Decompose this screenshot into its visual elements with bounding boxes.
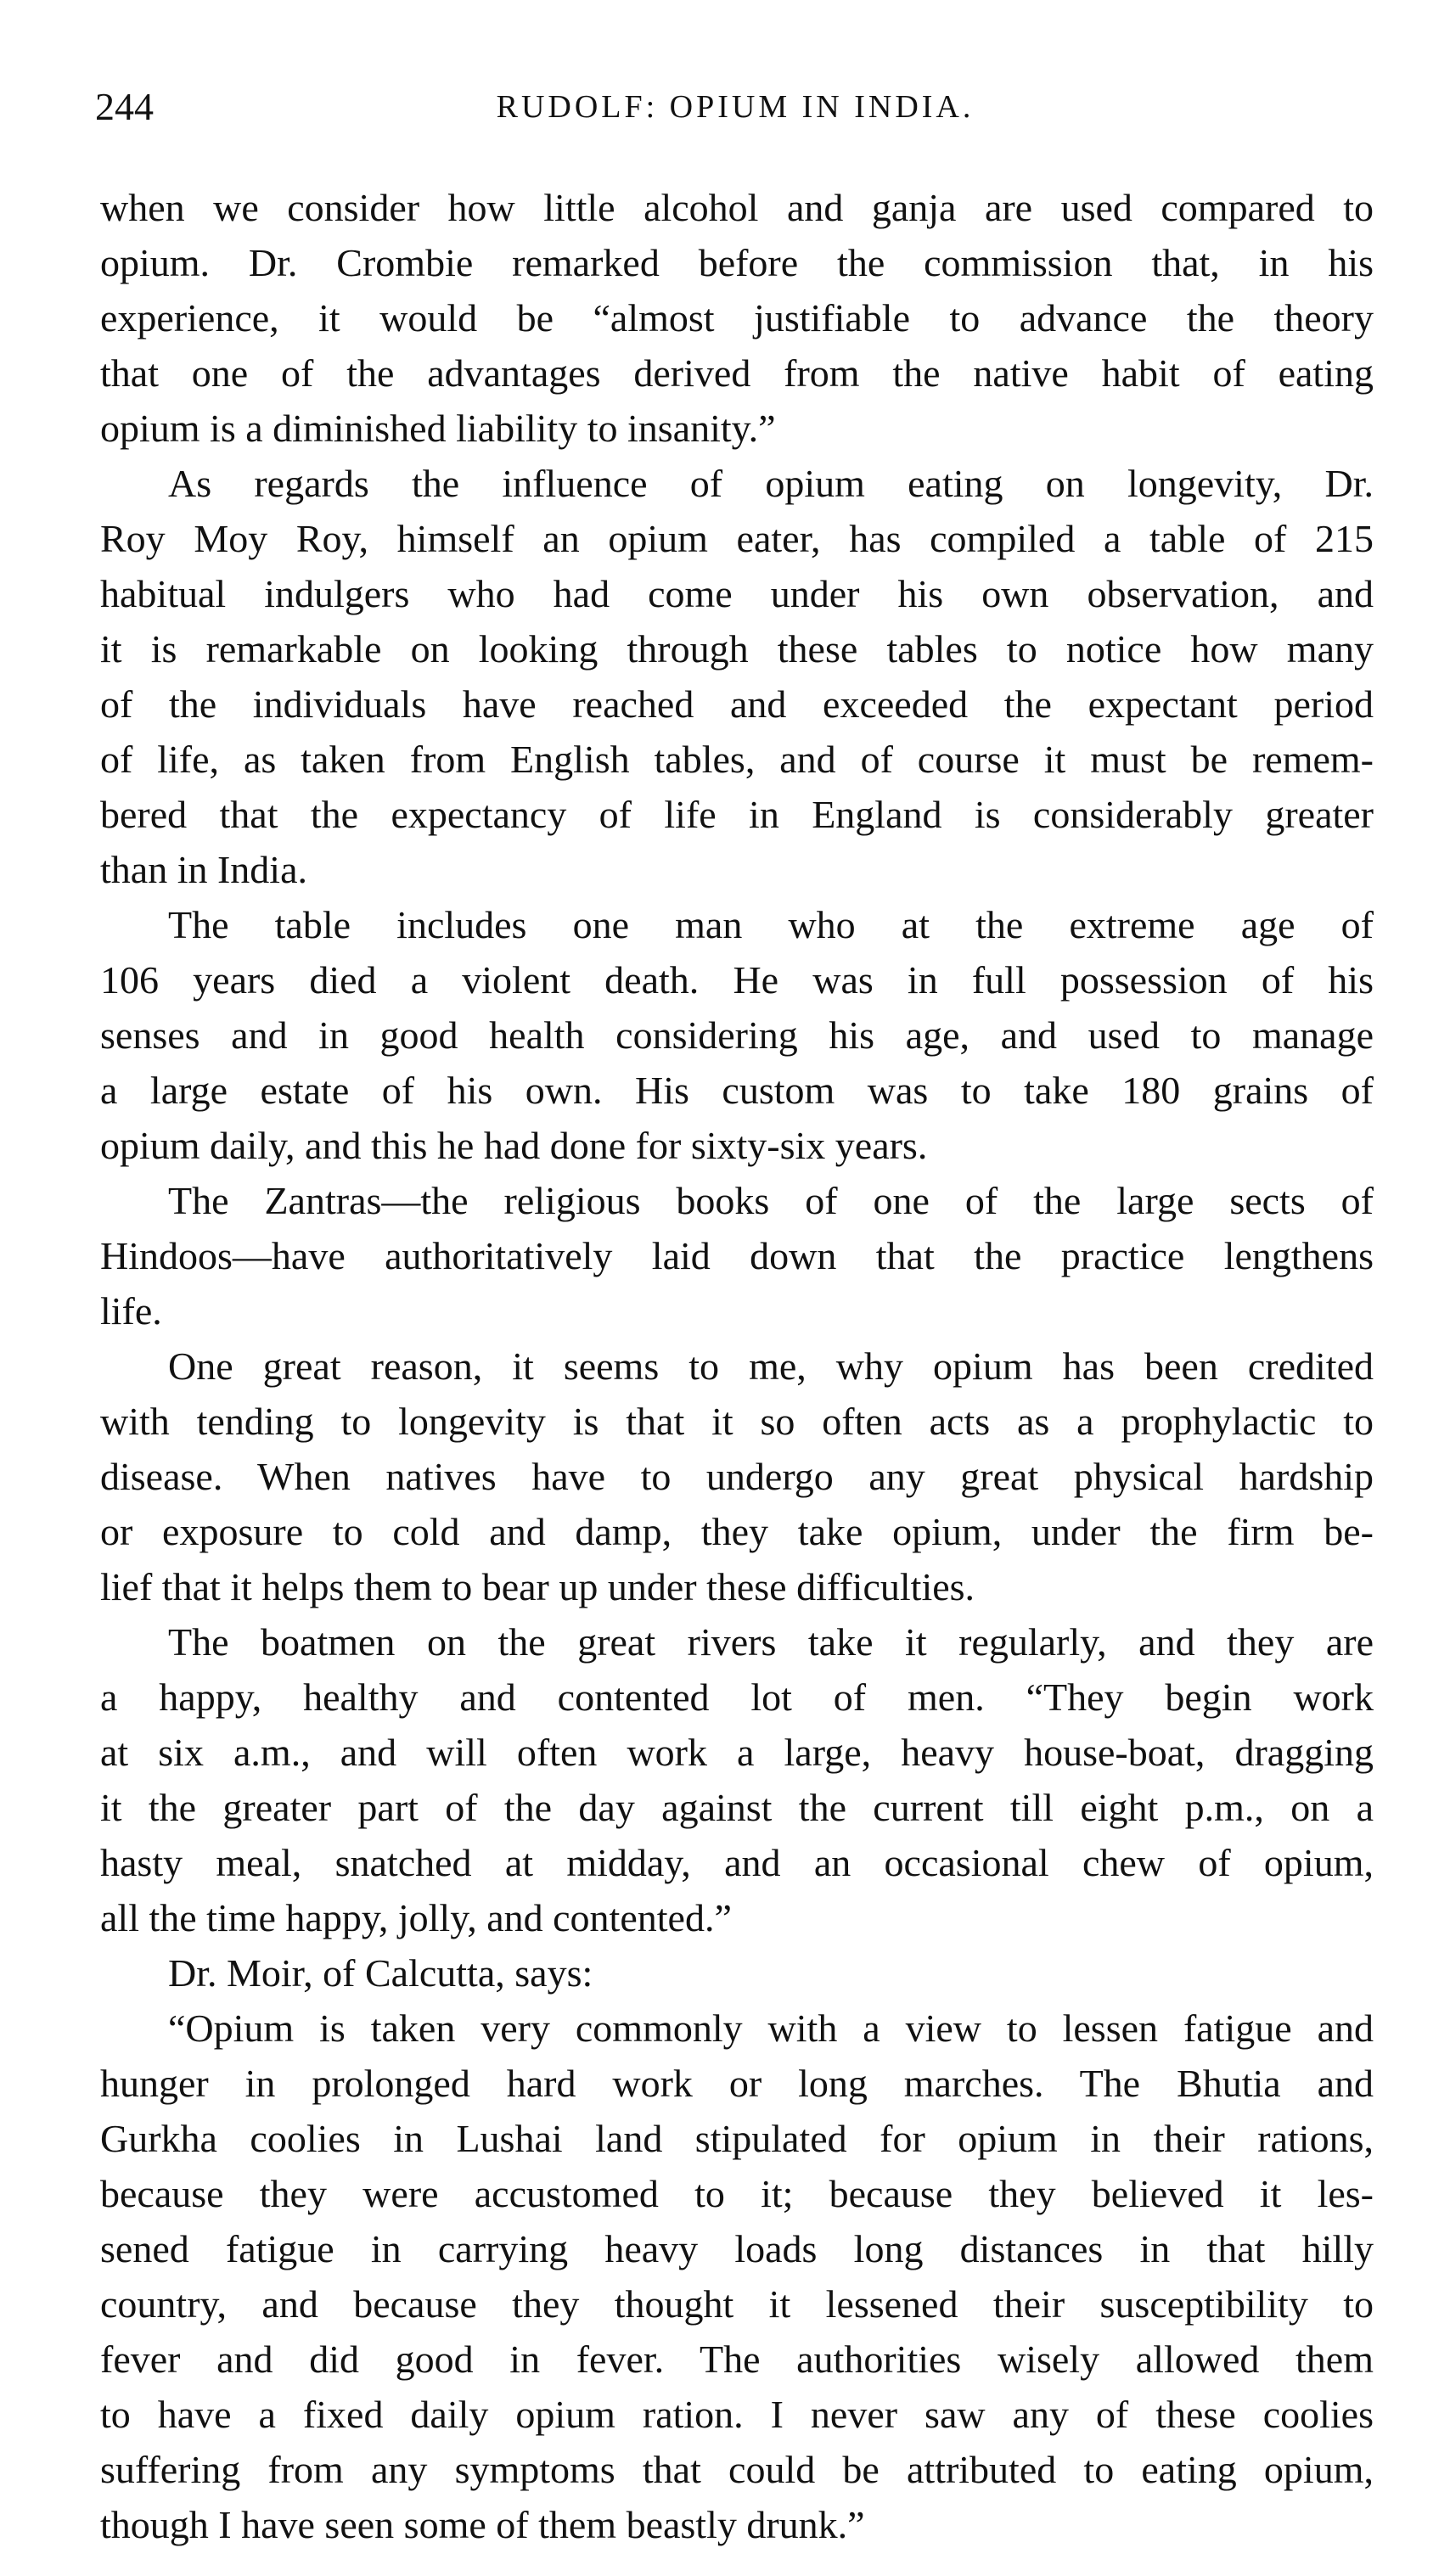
text-line: Gurkha coolies in Lushai land stipulated for opium in their rations,: [100, 2117, 1374, 2160]
text-line: suffering from any symptoms that could be attributed to eating opium,: [100, 2448, 1374, 2491]
running-head: RUDOLF: OPIUM IN INDIA.: [496, 89, 975, 125]
text-line: opium is a diminished liability to insanity.”: [100, 407, 776, 450]
text-line: “Opium is taken very commonly with a view to lessen fatigue and: [168, 2006, 1374, 2050]
text-line: to have a fixed daily opium ration. I never saw any of these coolies: [100, 2393, 1374, 2436]
text-line: Dr. Moir, of Calcutta, says:: [168, 1951, 593, 1995]
text-line: of life, as taken from English tables, and of course it must be remem-: [100, 738, 1374, 781]
text-line: or exposure to cold and damp, they take opium, under the firm be-: [100, 1510, 1374, 1553]
body-text: [100, 180, 1374, 2552]
text-line: because they were accustomed to it; because they believed it les-: [100, 2172, 1374, 2215]
text-line: As regards the influence of opium eating on longevity, Dr.: [168, 462, 1374, 505]
text-line: when we consider how little alcohol and ganja are used compared to: [100, 186, 1374, 229]
text-line: it the greater part of the day against the current till eight p.m., on a: [100, 1786, 1374, 1829]
text-line: all the time happy, jolly, and contented.”: [100, 1896, 732, 1939]
page-header: [95, 81, 1375, 132]
text-line: disease. When natives have to undergo any great physical hardship: [100, 1455, 1374, 1498]
text-line: The table includes one man who at the extreme age of: [168, 903, 1374, 946]
text-line: hunger in prolonged hard work or long marches. The Bhutia and: [100, 2062, 1374, 2105]
text-line: opium. Dr. Crombie remarked before the commission that, in his: [100, 241, 1374, 284]
text-line: fever and did good in fever. The authorities wisely allowed them: [100, 2337, 1374, 2381]
text-line: The boatmen on the great rivers take it regularly, and they are: [168, 1620, 1374, 1664]
text-line: bered that the expectancy of life in England is considerably greater: [100, 793, 1374, 836]
text-line: hasty meal, snatched at midday, and an occasional chew of opium,: [100, 1841, 1374, 1884]
text-line: experience, it would be “almost justifiable to advance the theory: [100, 296, 1374, 340]
page-number: 244: [95, 85, 154, 128]
text-line: 106 years died a violent death. He was in full possession of his: [100, 958, 1374, 1002]
text-line: opium daily, and this he had done for sixty-six years.: [100, 1124, 928, 1167]
text-line: Hindoos—have authoritatively laid down that the practice lengthens: [100, 1234, 1374, 1277]
text-line: a happy, healthy and contented lot of men. “They begin work: [100, 1675, 1374, 1719]
text-line: it is remarkable on looking through these tables to notice how many: [100, 627, 1374, 671]
text-line: at six a.m., and will often work a large, heavy house-boat, dragging: [100, 1731, 1374, 1774]
text-line: than in India.: [100, 848, 307, 891]
text-line: a large estate of his own. His custom was to take 180 grains of: [100, 1069, 1374, 1112]
text-line: Roy Moy Roy, himself an opium eater, has compiled a table of 215: [100, 517, 1374, 560]
text-line: country, and because they thought it lessened their susceptibility to: [100, 2282, 1374, 2326]
text-line: sened fatigue in carrying heavy loads long distances in that hilly: [100, 2227, 1374, 2270]
text-line: that one of the advantages derived from the native habit of eating: [100, 351, 1374, 395]
text-line: The Zantras—the religious books of one of the large sects of: [168, 1179, 1374, 1222]
text-line: though I have seen some of them beastly drunk.”: [100, 2503, 865, 2546]
text-line: One great reason, it seems to me, why opium has been credited: [168, 1344, 1374, 1388]
text-line: senses and in good health considering his age, and used to manage: [100, 1013, 1374, 1057]
text-line: with tending to longevity is that it so often acts as a prophylactic to: [100, 1400, 1374, 1443]
text-line: lief that it helps them to bear up under these difficulties.: [100, 1565, 975, 1608]
text-line: habitual indulgers who had come under his own observation, and: [100, 572, 1374, 615]
text-line: life.: [100, 1289, 162, 1333]
text-line: of the individuals have reached and exceeded the expectant period: [100, 682, 1374, 726]
